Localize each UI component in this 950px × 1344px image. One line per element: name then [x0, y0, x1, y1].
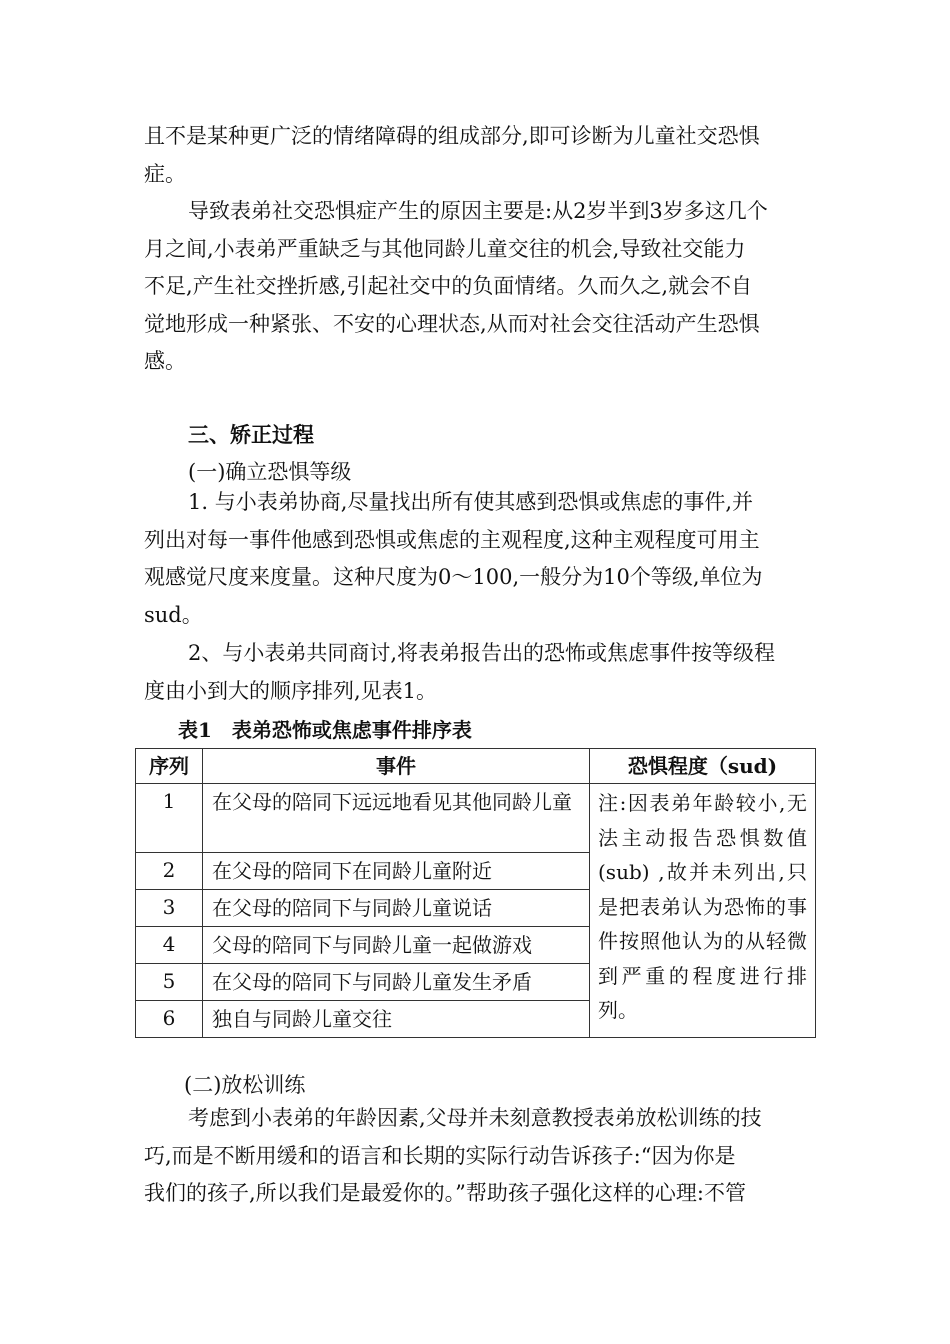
paragraph-relaxation	[144, 1100, 814, 1213]
text-line: 感。	[144, 349, 186, 373]
seq-cell: 4	[136, 927, 203, 964]
paragraph-continuation	[144, 118, 814, 193]
text-line: 导致表弟社交恐惧症产生的原因主要是:从2岁半到3岁多这几个	[188, 199, 768, 223]
text-line: 1. 与小表弟协商,尽量找出所有使其感到恐惧或焦虑的事件,并	[188, 490, 754, 514]
text-line: 列出对每一事件他感到恐惧或焦虑的主观程度,这种主观程度可用主	[144, 527, 760, 552]
text-line: sud。	[144, 602, 203, 627]
text-line: 我们的孩子,所以我们是最爱你的。”帮助孩子强化这样的心理:不管	[144, 1181, 746, 1205]
text-line: 不足,产生社交挫折感,引起社交中的负面情绪。久而久之,就会不自	[144, 274, 753, 298]
event-cell: 在父母的陪同下在同龄儿童附近	[203, 853, 590, 890]
event-cell: 在父母的陪同下与同龄儿童说话	[203, 890, 590, 927]
subsection-heading: (二)放松训练	[184, 1073, 306, 1097]
event-cell: 独自与同龄儿童交往	[203, 1001, 590, 1038]
text-line: 2、与小表弟共同商讨,将表弟报告出的恐怖或焦虑事件按等级程	[188, 641, 776, 665]
table-row	[136, 784, 816, 853]
event-cell: 在父母的陪同下远远地看见其他同龄儿童	[203, 784, 590, 853]
table-header-row	[136, 749, 816, 784]
text-line: 考虑到小表弟的年龄因素,父母并未刻意教授表弟放松训练的技	[188, 1106, 762, 1130]
event-cell: 父母的陪同下与同龄儿童一起做游戏	[203, 927, 590, 964]
seq-cell: 6	[136, 1001, 203, 1038]
text-line: 且不是某种更广泛的情绪障碍的组成部分,即可诊断为儿童社交恐惧	[144, 124, 760, 148]
text-line: 月之间,小表弟严重缺乏与其他同龄儿童交往的机会,导致社交能力	[144, 236, 746, 261]
text-line: 症。	[144, 161, 186, 186]
text-line: 觉地形成一种紧张、不安的心理状态,从而对社会交往活动产生恐惧	[144, 311, 760, 336]
text-line: 巧,而是不断用缓和的语言和长期的实际行动告诉孩子:“因为你是	[144, 1143, 736, 1168]
table-caption: 表1 表弟恐怖或焦虑事件排序表	[178, 718, 472, 742]
section-heading: 三、矫正过程	[188, 422, 314, 447]
seq-cell: 3	[136, 890, 203, 927]
header-seq: 序列	[136, 749, 203, 784]
seq-cell: 5	[136, 964, 203, 1001]
note-cell: 注:因表弟年龄较小,无法主动报告恐惧数值(sub) ,故并未列出,只是把表弟认为恐怖的事件按照他认为的从轻微到严重的程度进行排列。	[590, 784, 816, 1038]
event-cell: 在父母的陪同下与同龄儿童发生矛盾	[203, 964, 590, 1001]
text-line: 观感觉尺度来度量。这种尺度为0～100,一般分为10个等级,单位为	[144, 565, 763, 589]
seq-cell: 2	[136, 853, 203, 890]
seq-cell: 1	[136, 784, 203, 853]
paragraph-cause	[144, 193, 814, 381]
event-ranking-table	[135, 748, 816, 1038]
header-fear-level: 恐惧程度（sud)	[590, 749, 816, 784]
text-line: 度由小到大的顺序排列,见表1。	[144, 678, 438, 703]
header-event: 事件	[203, 749, 590, 784]
paragraph-item-2	[144, 635, 814, 710]
paragraph-item-1	[144, 484, 814, 634]
subsection-heading: (一)确立恐惧等级	[188, 460, 352, 484]
